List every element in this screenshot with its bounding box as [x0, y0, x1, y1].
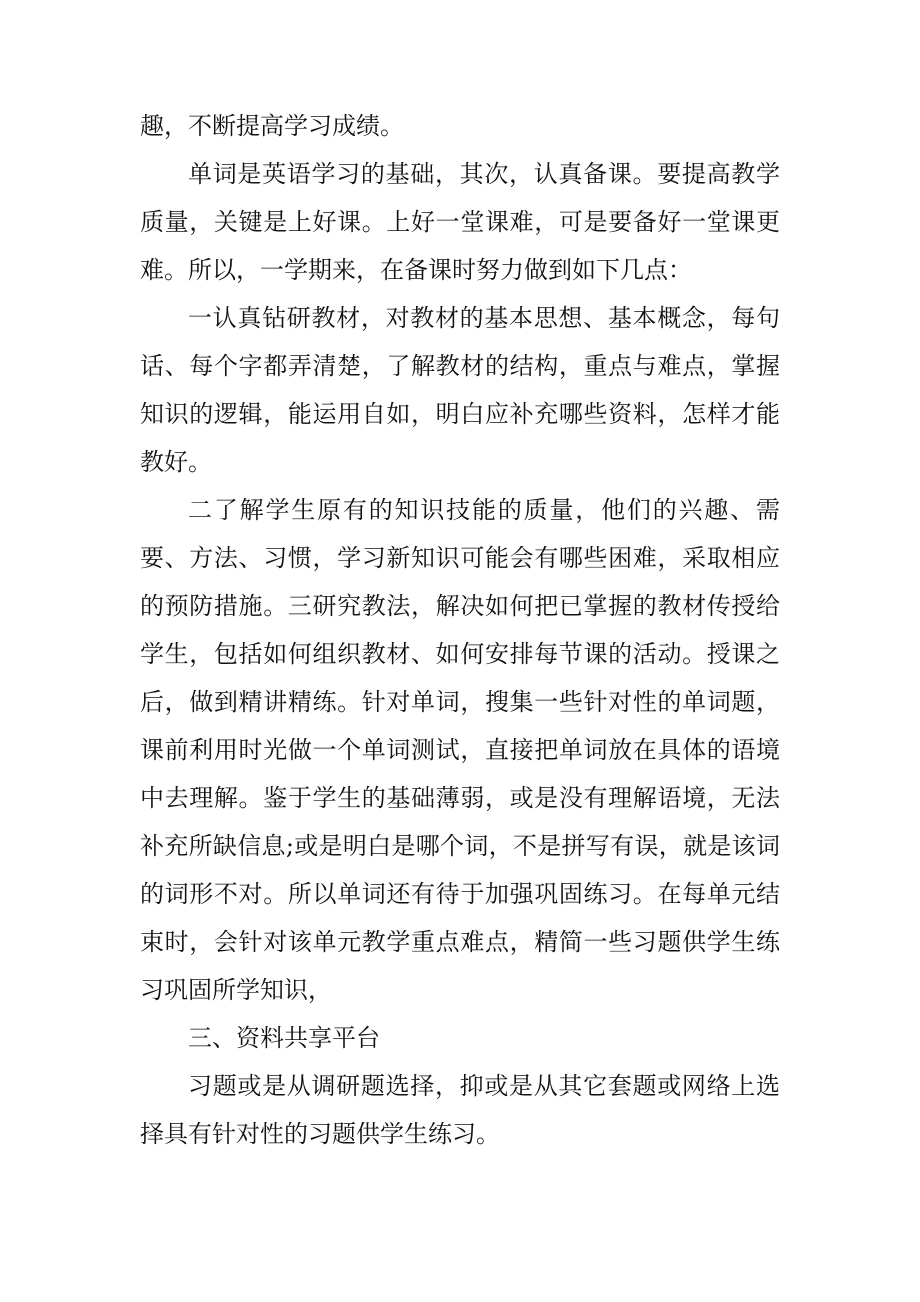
document-body [140, 102, 780, 1158]
paragraph-lesson-preparation: 单词是英语学习的基础，其次，认真备课。要提高教学质量，关键是上好课。上好一堂课难，可是要备好一堂课更难。所以，一学期来，在备课时努力做到如下几点： [140, 160, 780, 284]
paragraph-exercise-selection: 习题或是从调研题选择，抑或是从其它套题或网络上选择具有针对性的习题供学生练习。 [140, 1072, 780, 1148]
section-heading-resource-sharing: 三、资料共享平台 [188, 1024, 380, 1052]
paragraph-study-textbook: 一认真钻研教材，对教材的基本思想、基本概念，每句话、每个字都弄清楚，了解教材的结构，重点与难点，掌握知识的逻辑，能运用自如，明白应补充哪些资料，怎样才能教好。 [140, 304, 780, 476]
paragraph-continued-text: 趣，不断提高学习成绩。 [140, 112, 404, 140]
paragraph-understand-students: 二了解学生原有的知识技能的质量，他们的兴趣、需要、方法、习惯，学习新知识可能会有哪些困难，采取相应的预防措施。三研究教法，解决如何把已掌握的教材传授给学生，包括如何组织教材、如何安排每节课的活动。授课之后，做到精讲精练。针对单词，搜集一些针对性的单词题，课前利用时光做一个单词测试，直接把单词放在具体的语境中去理解。鉴于学生的基础薄弱，或是没有理解语境，无法补充所缺信息;或是明白是哪个词，不是拼写有误，就是该词的词形不对。所以单词还有待于加强巩固练习。在每单元结束时，会针对该单元教学重点难点，精简一些习题供学生练习巩固所学知识， [140, 496, 780, 1004]
